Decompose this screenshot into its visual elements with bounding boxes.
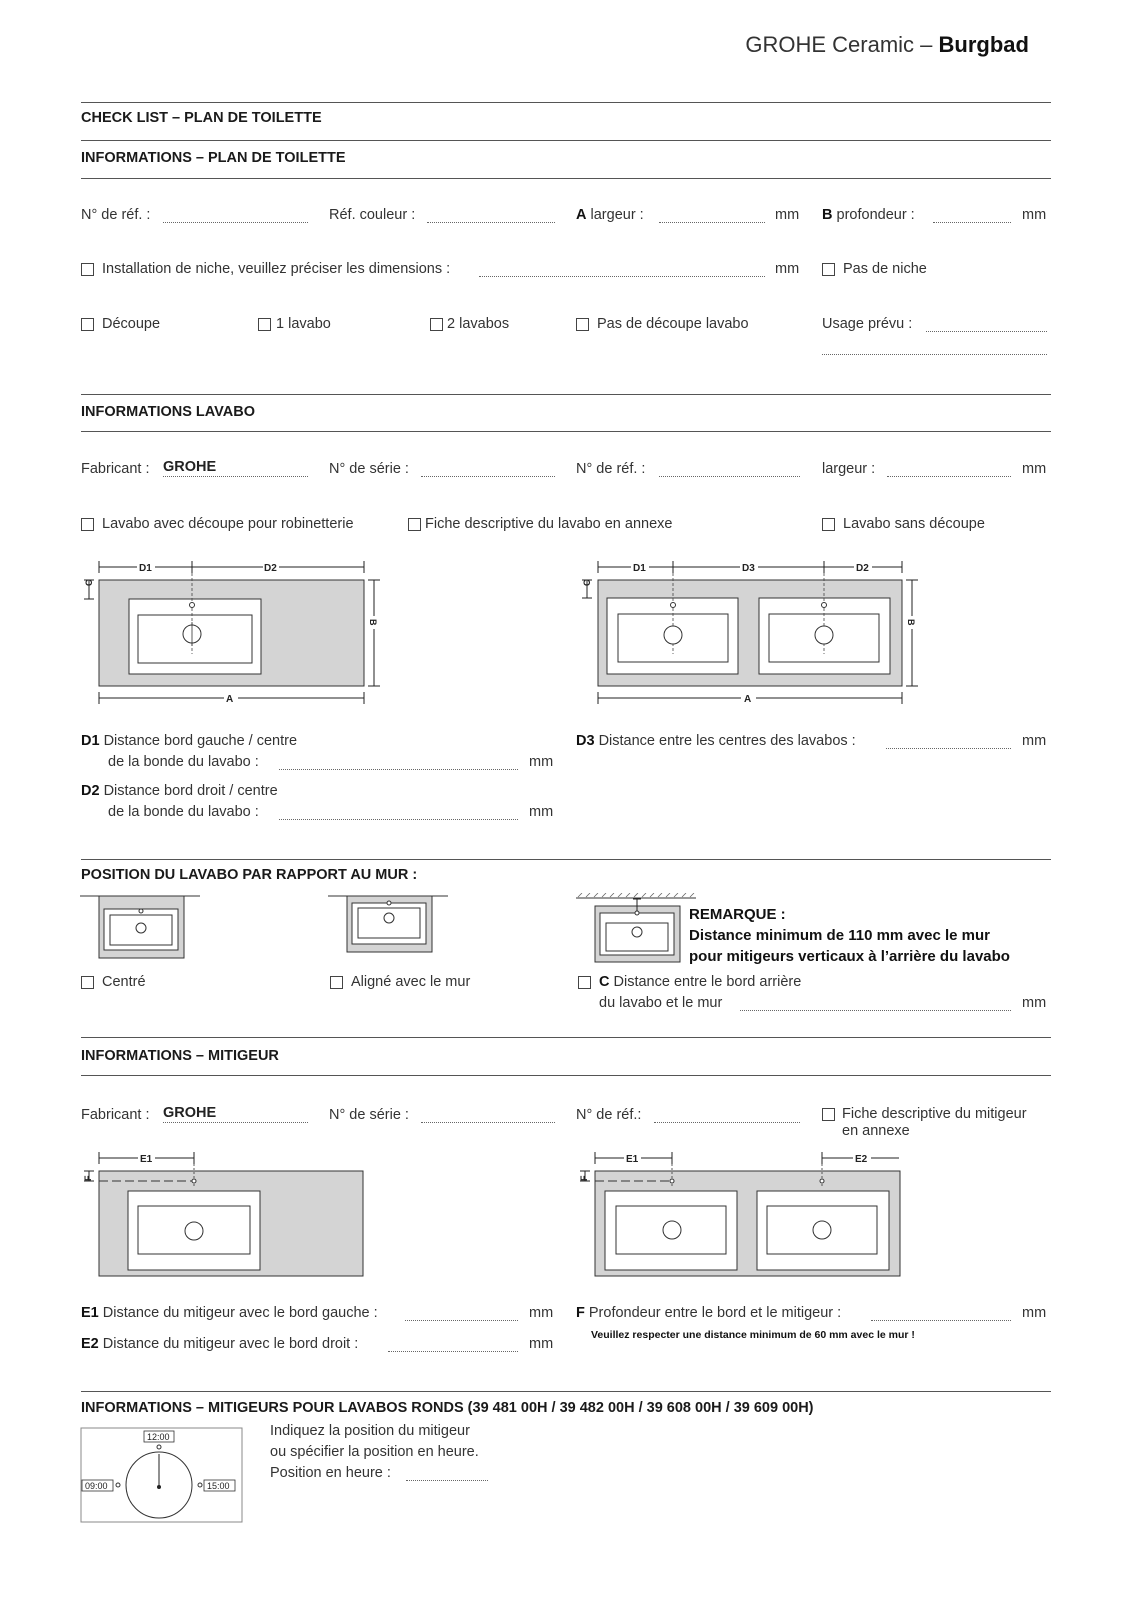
niche-field[interactable] [479,276,765,277]
diagram-label-e1: E1 [626,1154,639,1165]
section-title-checklist: CHECK LIST – PLAN DE TOILETTE [81,110,322,126]
unit-mm: mm [1022,995,1047,1011]
e2-line [81,1336,358,1352]
deux-lavabos-checkbox[interactable] [430,318,443,331]
e2-field[interactable] [388,1351,518,1352]
mitigeur-fabricant-field[interactable] [163,1122,308,1123]
divider [81,859,1051,860]
divider [81,140,1051,141]
diagram-label-e1: E1 [140,1154,153,1165]
brand-name: GROHE Ceramic – [745,32,933,57]
document-title [745,32,1029,58]
divider [81,1391,1051,1392]
dim-key-d3: D3 [576,733,595,749]
diagram-label-b: B [368,619,378,626]
profondeur-text: profondeur : [836,207,915,223]
unit-mm: mm [775,207,800,223]
decoupe-checkbox[interactable] [81,318,94,331]
remarque-title: REMARQUE : [689,906,786,923]
fabricant-field[interactable] [163,476,308,477]
e1-line [81,1305,378,1321]
unit-mm: mm [529,804,554,820]
unit-mm: mm [1022,461,1047,477]
fiche-mitigeur-checkbox[interactable] [822,1108,835,1121]
ronds-line3: Position en heure : [270,1465,391,1481]
position-c-diagram [576,893,701,965]
d3-line [576,733,856,749]
divider [81,431,1051,432]
largeur-a-label [576,207,644,223]
d2-line1 [81,783,278,799]
fabricant-label: Fabricant : [81,461,150,477]
dim-key-e2: E2 [81,1336,99,1352]
dim-key-f: F [576,1305,585,1321]
decoupe-label: Découpe [102,316,161,332]
d1-field[interactable] [279,769,518,770]
dim-key-d1: D1 [81,733,100,749]
profondeur-b-label [822,207,915,223]
dim-key-a: A [576,207,587,223]
section-title-ronds: INFORMATIONS – MITIGEURS POUR LAVABOS RONDS (39 481 00H / 39 482 00H / 39 608 00H / 39 609 00H) [81,1400,814,1416]
c-text: Distance entre le bord arrière [613,974,802,990]
divider [81,1037,1051,1038]
c-line2: du lavabo et le mur [599,995,723,1011]
pas-decoupe-checkbox[interactable] [576,318,589,331]
clock-label-12: 12:00 [147,1432,170,1442]
dim-key-b: B [822,207,833,223]
diagram-label-d1: D1 [139,563,152,574]
position-centre-diagram [80,893,205,961]
deux-lavabos-label: 2 lavabos [447,316,510,332]
remarque-line1: Distance minimum de 110 mm avec le mur [689,927,990,944]
diagram-label-c: C [84,579,94,586]
diagram-label-a: A [226,694,234,705]
mitigeur-single-diagram [80,1150,380,1282]
fiche-lavabo-checkbox[interactable] [408,518,421,531]
remarque-line2: pour mitigeurs verticaux à l’arrière du lavabo [689,948,1010,965]
diagram-label-a: A [744,694,752,705]
position-aligne-diagram [328,893,453,961]
unit-mm: mm [775,261,800,277]
c-distance-checkbox[interactable] [578,976,591,989]
double-basin-diagram [578,558,928,708]
diagram-label-b: B [906,619,916,626]
fiche-mitigeur-line1: Fiche descriptive du mitigeur [842,1106,1027,1122]
couleur-label: Réf. couleur : [329,207,416,223]
pas-niche-label: Pas de niche [843,261,927,277]
mitigeur-fabricant-label: Fabricant : [81,1107,150,1123]
avec-decoupe-checkbox[interactable] [81,518,94,531]
section-title-position: POSITION DU LAVABO PAR RAPPORT AU MUR : [81,867,418,883]
f-note: Veuillez respecter une distance minimum de 60 mm avec le mur ! [591,1329,915,1341]
d2-field[interactable] [279,819,518,820]
d3-text: Distance entre les centres des lavabos : [598,733,856,749]
centre-checkbox[interactable] [81,976,94,989]
sans-decoupe-label: Lavabo sans découpe [843,516,985,532]
round-basin-clock-diagram [80,1427,246,1525]
mitigeur-ref-field[interactable] [654,1122,800,1123]
aligne-checkbox[interactable] [330,976,343,989]
diagram-label-d2: D2 [264,563,277,574]
section-title-plan-info: INFORMATIONS – PLAN DE TOILETTE [81,150,346,166]
niche-label: Installation de niche, veuillez préciser les dimensions : [102,261,451,277]
diagram-label-c: C [582,579,592,586]
product-name: Burgbad [938,32,1029,57]
single-basin-diagram [80,558,400,708]
couleur-field[interactable] [427,222,555,223]
d2-text: Distance bord droit / centre [103,783,278,799]
diagram-label-f: F [83,1175,93,1181]
pas-niche-checkbox[interactable] [822,263,835,276]
centre-label: Centré [102,974,146,990]
diagram-label-d3: D3 [742,563,755,574]
largeur-a-field[interactable] [659,222,765,223]
diagram-label-d1: D1 [633,563,646,574]
d2-line2: de la bonde du lavabo : [108,804,259,820]
lavabo-ref-field[interactable] [659,476,800,477]
un-lavabo-checkbox[interactable] [258,318,271,331]
mitigeur-fabricant-value: GROHE [163,1105,217,1121]
d1-line1 [81,733,297,749]
dim-key-d2: D2 [81,783,100,799]
unit-mm: mm [529,754,554,770]
unit-mm: mm [1022,207,1047,223]
section-title-mitigeur: INFORMATIONS – MITIGEUR [81,1048,279,1064]
e2-text: Distance du mitigeur avec le bord droit : [102,1336,359,1352]
divider [81,102,1051,103]
aligne-label: Aligné avec le mur [351,974,471,990]
d3-field[interactable] [886,748,1011,749]
dim-key-c: C [599,974,610,990]
clock-label-15: 15:00 [207,1481,230,1491]
avec-decoupe-label: Lavabo avec découpe pour robinetterie [102,516,354,532]
clock-label-9: 09:00 [85,1481,108,1491]
diagram-label-f: F [579,1175,589,1181]
ronds-line2: ou spécifier la position en heure. [270,1444,479,1460]
fabricant-value: GROHE [163,459,217,475]
un-lavabo-label: 1 lavabo [276,316,331,332]
e1-field[interactable] [405,1320,518,1321]
section-title-lavabo: INFORMATIONS LAVABO [81,404,255,420]
c-line1 [599,974,801,990]
divider [81,178,1051,179]
lavabo-largeur-field[interactable] [887,476,1011,477]
ronds-line1: Indiquez la position du mitigeur [270,1423,470,1439]
d1-text: Distance bord gauche / centre [103,733,298,749]
f-line [576,1305,841,1321]
mitigeur-double-diagram [576,1150,906,1282]
mitigeur-serie-field[interactable] [421,1122,555,1123]
divider [81,394,1051,395]
lavabo-ref-label: N° de réf. : [576,461,646,477]
niche-checkbox[interactable] [81,263,94,276]
mitigeur-serie-label: N° de série : [329,1107,409,1123]
diagram-label-d2: D2 [856,563,869,574]
mitigeur-ref-label: N° de réf.: [576,1107,642,1123]
f-text: Profondeur entre le bord et le mitigeur : [588,1305,842,1321]
dim-key-e1: E1 [81,1305,99,1321]
sans-decoupe-checkbox[interactable] [822,518,835,531]
serie-label: N° de série : [329,461,409,477]
unit-mm: mm [1022,733,1047,749]
e1-text: Distance du mitigeur avec le bord gauche : [102,1305,378,1321]
ref-field[interactable] [163,222,308,223]
f-field[interactable] [871,1320,1011,1321]
pas-decoupe-label: Pas de découpe lavabo [597,316,749,332]
c-field[interactable] [740,1010,1011,1011]
profondeur-b-field[interactable] [933,222,1011,223]
fiche-lavabo-label: Fiche descriptive du lavabo en annexe [425,516,673,532]
position-heure-field[interactable] [406,1480,488,1481]
lavabo-largeur-label: largeur : [822,461,876,477]
serie-field[interactable] [421,476,555,477]
usage-field[interactable] [926,331,1047,332]
usage-label: Usage prévu : [822,316,913,332]
unit-mm: mm [529,1336,554,1352]
unit-mm: mm [529,1305,554,1321]
largeur-text: largeur : [590,207,644,223]
diagram-label-e2: E2 [855,1154,868,1165]
unit-mm: mm [1022,1305,1047,1321]
ref-label: N° de réf. : [81,207,151,223]
fiche-mitigeur-line2: en annexe [842,1123,910,1139]
d1-line2: de la bonde du lavabo : [108,754,259,770]
usage-field-2[interactable] [822,354,1047,355]
divider [81,1075,1051,1076]
